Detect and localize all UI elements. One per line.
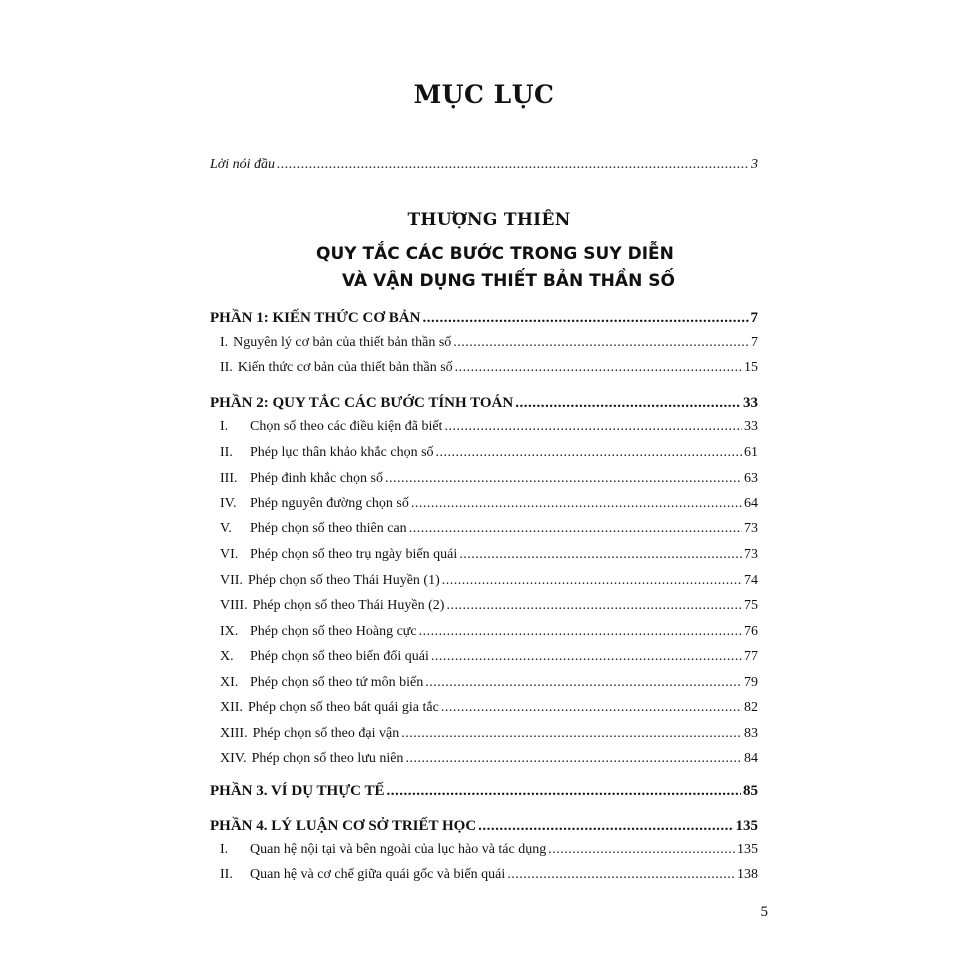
- dot-leader: [422, 309, 748, 327]
- toc-entry[interactable]: [210, 440, 758, 462]
- toc-entry[interactable]: [210, 491, 758, 513]
- toc-entry-number: XIII.: [220, 726, 248, 741]
- toc-entry-label: Lời nói đầu: [210, 157, 276, 172]
- toc-entry-label: Nguyên lý cơ bản của thiết bản thần số: [233, 335, 452, 350]
- toc-entry-page: 61: [744, 445, 758, 460]
- toc-entry-page: 79: [744, 675, 758, 690]
- toc-entry[interactable]: [210, 593, 758, 615]
- toc-entry-page: 75: [744, 598, 758, 613]
- page-number: 5: [760, 904, 768, 920]
- toc-part-label: PHẦN 2: QUY TẮC CÁC BƯỚC TÍNH TOÁN: [210, 395, 514, 411]
- dot-leader: [436, 444, 742, 462]
- toc-entry-page: 76: [744, 624, 758, 639]
- toc-entry-page: 7: [751, 335, 758, 350]
- toc-entry-page: 73: [744, 547, 758, 562]
- dot-leader: [431, 648, 742, 666]
- toc-entry-label: Quan hệ nội tại và bên ngoài của lục hào và tác dụng: [250, 842, 547, 857]
- toc-entry-number: I.: [220, 842, 229, 857]
- toc-entry-number: VII.: [220, 573, 243, 588]
- dot-leader: [459, 546, 742, 564]
- dot-leader: [441, 699, 742, 717]
- toc-entry-page: 83: [744, 726, 758, 741]
- toc-entry[interactable]: [210, 862, 758, 884]
- dot-leader: [401, 725, 742, 743]
- toc-entry[interactable]: [210, 670, 758, 692]
- toc-entry-page: 3: [751, 157, 758, 172]
- toc-entry-label: Phép chọn số theo Hoàng cực: [250, 624, 417, 639]
- dot-leader: [515, 394, 741, 412]
- toc-part-page: 135: [735, 818, 758, 834]
- toc-entry[interactable]: [210, 619, 758, 641]
- toc-entry[interactable]: [210, 355, 758, 377]
- toc-entry[interactable]: [210, 542, 758, 564]
- toc-entry-number: XIV.: [220, 751, 247, 766]
- toc-entry-label: Phép chọn số theo biến đổi quái: [250, 649, 429, 664]
- toc-entry-number: X.: [220, 649, 234, 664]
- toc-entry-page: 33: [744, 419, 758, 434]
- toc-part-2[interactable]: [210, 388, 758, 412]
- page-title: MỤC LỤC: [413, 80, 555, 109]
- toc-part-4[interactable]: [210, 811, 758, 835]
- toc-entry[interactable]: [210, 414, 758, 436]
- toc-entry-label: Phép chọn số theo Thái Huyền (1): [247, 573, 440, 588]
- toc-entry-label: Phép lục thân khảo khắc chọn số: [250, 445, 434, 460]
- section-subtitle-line-1: QUY TẮC CÁC BƯỚC TRONG SUY DIỄN: [316, 244, 674, 264]
- toc-part-3[interactable]: [210, 776, 758, 800]
- toc-entry-number: II.: [220, 445, 233, 460]
- toc-entry-number: IV.: [220, 496, 237, 511]
- toc-entry-number: VI.: [220, 547, 239, 562]
- toc-entry[interactable]: [210, 695, 758, 717]
- dot-leader: [409, 520, 742, 538]
- toc-entry-page: 63: [744, 471, 758, 486]
- toc-entry-label: Phép chọn số theo trụ ngày biến quái: [250, 547, 458, 562]
- dot-leader: [548, 841, 735, 859]
- toc-entry-page: 74: [744, 573, 758, 588]
- toc-part-label: PHẦN 1: KIẾN THỨC CƠ BẢN: [210, 310, 421, 326]
- dot-leader: [277, 156, 749, 174]
- toc-entry-page: 138: [737, 867, 758, 882]
- section-subtitle-line-2: VÀ VẬN DỤNG THIẾT BẢN THẦN SỐ: [342, 271, 675, 291]
- toc-entry-label: Phép chọn số theo đại vận: [252, 726, 400, 741]
- dot-leader: [507, 866, 735, 884]
- dot-leader: [385, 470, 742, 488]
- toc-part-page: 85: [743, 783, 758, 799]
- toc-part-label: PHẦN 3. VÍ DỤ THỰC TẾ: [210, 783, 385, 799]
- toc-entry-label: Phép chọn số theo thiên can: [250, 521, 407, 536]
- dot-leader: [405, 750, 742, 768]
- toc-entry-number: XI.: [220, 675, 239, 690]
- toc-entry-label: Quan hệ và cơ chế giữa quái gốc và biến quái: [250, 867, 506, 882]
- dot-leader: [444, 418, 742, 436]
- toc-entry-page: 135: [737, 842, 758, 857]
- dot-leader: [478, 817, 733, 835]
- toc-part-1[interactable]: [210, 303, 758, 327]
- toc-entry[interactable]: [210, 746, 758, 768]
- toc-entry-page: 77: [744, 649, 758, 664]
- toc-part-label: PHẦN 4. LÝ LUẬN CƠ SỞ TRIẾT HỌC: [210, 818, 477, 834]
- toc-entry[interactable]: [210, 568, 758, 590]
- dot-leader: [446, 597, 742, 615]
- toc-entry-page: 15: [744, 360, 758, 375]
- toc-entry-label: Phép đinh khắc chọn số: [250, 471, 383, 486]
- toc-entry-number: V.: [220, 521, 232, 536]
- toc-entry-label: Phép nguyên đường chọn số: [250, 496, 409, 511]
- toc-entry-number: IX.: [220, 624, 239, 639]
- dot-leader: [455, 359, 742, 377]
- toc-part-page: 7: [750, 310, 758, 326]
- toc-entry-label: Phép chọn số theo lưu niên: [251, 751, 404, 766]
- toc-entry-number: III.: [220, 471, 238, 486]
- toc-entry-number: I.: [220, 335, 229, 350]
- toc-entry[interactable]: [210, 516, 758, 538]
- toc-entry-number: I.: [220, 419, 229, 434]
- toc-entry-label: Kiến thức cơ bản của thiết bản thần số: [237, 360, 453, 375]
- toc-entry-page: 64: [744, 496, 758, 511]
- toc-entry[interactable]: [210, 330, 758, 352]
- toc-entry-number: VIII.: [220, 598, 248, 613]
- dot-leader: [425, 674, 742, 692]
- toc-entry-page: 73: [744, 521, 758, 536]
- toc-part-page: 33: [743, 395, 758, 411]
- dot-leader: [386, 782, 741, 800]
- toc-entry-preface[interactable]: [210, 152, 758, 174]
- dot-leader: [411, 495, 742, 513]
- toc-entry-label: Phép chọn số theo Thái Huyền (2): [252, 598, 445, 613]
- toc-entry-page: 84: [744, 751, 758, 766]
- toc-entry[interactable]: [210, 466, 758, 488]
- toc-entry-page: 82: [744, 700, 758, 715]
- section-title: THƯỢNG THIÊN: [407, 210, 571, 230]
- dot-leader: [419, 623, 742, 641]
- toc-entry-label: Phép chọn số theo tứ môn biến: [250, 675, 424, 690]
- dot-leader: [453, 334, 749, 352]
- toc-entry[interactable]: [210, 837, 758, 859]
- dot-leader: [442, 572, 742, 590]
- toc-entry-label: Phép chọn số theo bát quái gia tắc: [247, 700, 439, 715]
- toc-entry-number: XII.: [220, 700, 243, 715]
- toc-entry-number: II.: [220, 867, 233, 882]
- toc-entry[interactable]: [210, 644, 758, 666]
- toc-entry-label: Chọn số theo các điều kiện đã biết: [250, 419, 443, 434]
- toc-entry-number: II.: [220, 360, 233, 375]
- toc-entry[interactable]: [210, 721, 758, 743]
